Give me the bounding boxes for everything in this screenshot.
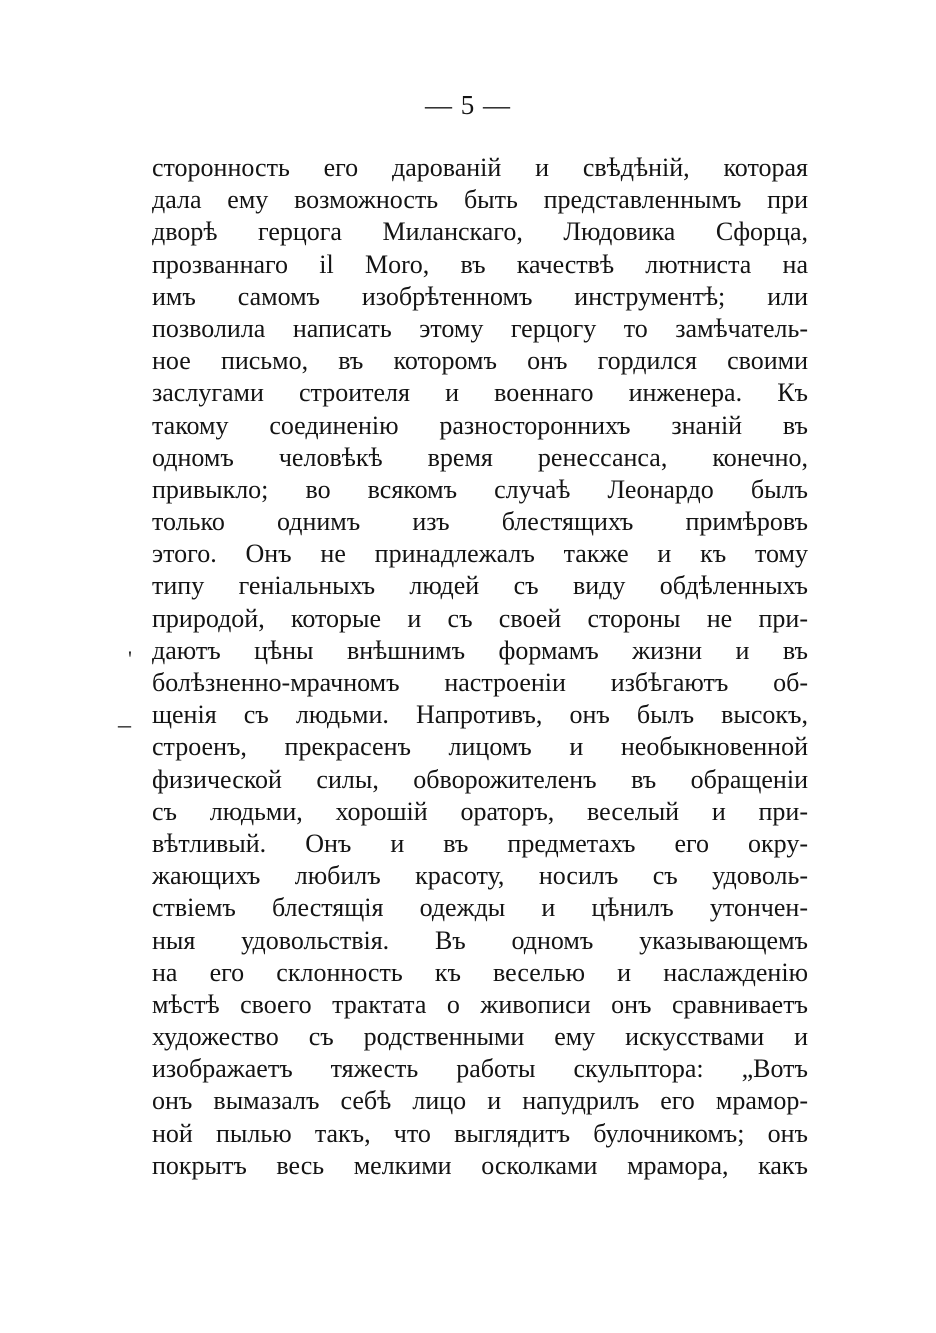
- text-line: типу геніальныхъ людей съ виду обдѣленныхъ: [152, 571, 808, 601]
- text-line: имъ самомъ изобрѣтенномъ инструментѣ; или: [152, 281, 808, 311]
- text-line: мѣстѣ своего трактата о живописи онъ сравниваетъ: [152, 989, 808, 1019]
- text-line: привыкло; во всякомъ случаѣ Леонардо былъ: [152, 474, 808, 504]
- text-line: ствіемъ блестящія одежды и цѣнилъ утончен-: [152, 893, 808, 923]
- text-line: болѣзненно-мрачномъ настроеніи избѣгаютъ об-: [152, 668, 808, 697]
- margin-mark: ': [128, 646, 132, 671]
- text-line: прозваннаго il Moro, въ качествѣ лютниста на: [152, 249, 808, 279]
- text-line: одномъ человѣкѣ время ренессанса, конечно,: [152, 442, 808, 472]
- text-line: ной пылью такъ, что выглядитъ булочникомъ; онъ: [152, 1118, 808, 1148]
- text-line: вѣтливый. Онъ и въ предметахъ его окру-: [152, 828, 808, 858]
- margin-mark: –: [118, 710, 131, 739]
- page-number: — 5 —: [425, 90, 511, 120]
- text-line: ныя удовольствія. Въ одномъ указывающемъ: [152, 925, 808, 955]
- body-text: [152, 152, 808, 1182]
- text-line: жающихъ любилъ красоту, носилъ съ удоволь-: [152, 861, 808, 891]
- text-line: только однимъ изъ блестящихъ примѣровъ: [152, 507, 808, 537]
- text-line: природой, которые и съ своей стороны не при-: [152, 603, 808, 633]
- text-line: даютъ цѣны внѣшнимъ формамъ жизни и въ: [152, 635, 808, 665]
- text-line: строенъ, прекрасенъ лицомъ и необыкновенной: [152, 732, 808, 762]
- text-line: съ людьми, хорошій ораторъ, веселый и при-: [152, 796, 808, 826]
- text-line: дворѣ герцога Миланскаго, Людовика Сфорца,: [152, 217, 808, 247]
- text-line: художество съ родственными ему искусствами и: [152, 1022, 808, 1052]
- text-line: дала ему возможность быть представленнымъ при: [152, 185, 808, 215]
- text-line: на его склонность къ веселью и наслажденію: [152, 957, 808, 987]
- text-line: ное письмо, въ которомъ онъ гордился своими: [152, 346, 808, 376]
- text-line: онъ вымазалъ себѣ лицо и напудрилъ его мрамор-: [152, 1086, 808, 1116]
- text-line: позволила написать этому герцогу то замѣчатель-: [152, 313, 808, 343]
- text-line: щенія съ людьми. Напротивъ, онъ былъ высокъ,: [152, 700, 808, 730]
- text-line: заслугами строителя и военнаго инженера. Къ: [152, 378, 808, 408]
- text-line: сторонность его дарованій и свѣдѣній, которая: [152, 153, 808, 182]
- text-line: такому соединенію разностороннихъ знаній въ: [152, 410, 808, 440]
- text-line: физической силы, обворожителенъ въ обращеніи: [152, 764, 808, 794]
- text-line: изображаетъ тяжесть работы скульптора: „Вотъ: [152, 1054, 808, 1084]
- text-line: покрытъ весь мелкими осколками мрамора, какъ: [152, 1150, 808, 1180]
- text-line: этого. Онъ не принадлежалъ также и къ тому: [152, 539, 808, 569]
